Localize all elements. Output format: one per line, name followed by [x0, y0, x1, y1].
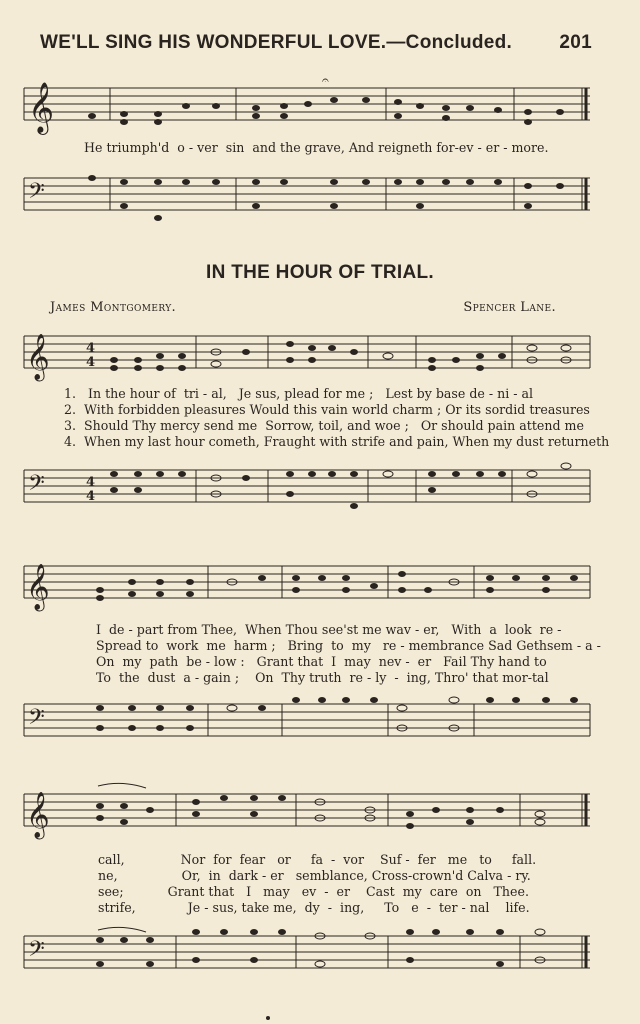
concluded-lyric-line: He triumph'd o - ver sin and the grave, And reigneth for-ev - er - more. [84, 140, 549, 155]
verse-1-line: call, Nor for fear or fa - vor Suf - fer me to fall. [98, 852, 537, 867]
verse-3-line: On my path be - low : Grant that I may nev - er Fail Thy hand to [96, 654, 547, 669]
verse-3-line: see; Grant that I may ev - er Cast my care on Thee. [98, 884, 529, 899]
verse-4-line: 4. When my last hour cometh, Fraught with strife and pain, When my dust returneth [64, 434, 610, 449]
verse-1-line: 1. In the hour of tri - al, Je sus, plead for me ; Lest by base de - ni - al [64, 386, 534, 401]
page-header [40, 32, 592, 60]
continued-hymn-title: WE'LL SING HIS WONDERFUL LOVE.—Concluded. [40, 32, 513, 53]
composer-credit: Spencer Lane. [463, 300, 556, 315]
system3-lyrics [98, 852, 536, 916]
time-signature-top: 4 [86, 341, 96, 356]
verse-4-line: strife, Je - sus, take me, dy - ing, To e - ter - nal life. [98, 900, 530, 915]
time-signature-bottom: 4 [86, 355, 96, 370]
system2-treble-staff [0, 556, 640, 616]
page-mark [266, 1016, 270, 1020]
page-number: 201 [559, 32, 592, 53]
verse-2-line: Spread to work me harm ; Bring to my re - membrance Sad Gethsem - a - [96, 638, 601, 653]
verse-1-line: I de - part from Thee, When Thou see'st me wav - er, With a look re - [96, 622, 562, 637]
system1-lyrics [64, 386, 609, 450]
system3-treble-staff [0, 782, 640, 842]
treble-clef-icon: 𝄞 [26, 792, 50, 838]
svg-text:4: 4 [86, 475, 96, 490]
treble-clef-icon: 𝄞 [26, 334, 50, 380]
verse-4-line: To the dust a - gain ; On Thy truth re - ly - ing, Thro' that mor-tal [96, 670, 549, 685]
system2-lyrics [96, 622, 601, 686]
svg-text:𝄐: 𝄐 [322, 76, 329, 87]
verse-2-line: ne, Or, in dark - er semblance, Cross-crown'd Calva - ry. [98, 868, 531, 883]
system1-treble-staff [0, 326, 640, 382]
author-credit: James Montgomery. [50, 300, 177, 315]
bass-clef-icon: 𝄢 [28, 705, 45, 735]
system1-bass-staff [0, 460, 640, 516]
bass-clef-icon: 𝄢 [28, 937, 45, 967]
hymn-title: IN THE HOUR OF TRIAL. [206, 262, 434, 283]
bass-clef-icon: 𝄢 [28, 471, 45, 501]
treble-clef-icon: 𝄞 [28, 82, 55, 133]
concluded-treble-staff [0, 76, 640, 146]
concluded-bass-staff [0, 168, 640, 232]
system2-bass-staff [0, 694, 640, 750]
verse-2-line: 2. With forbidden pleasures Would this vain world charm ; Or its sordid treasures [64, 402, 590, 417]
bass-clef-icon: 𝄢 [28, 179, 45, 209]
system3-bass-staff [0, 922, 640, 986]
treble-clef-icon: 𝄞 [26, 564, 50, 610]
svg-text:4: 4 [86, 489, 96, 504]
verse-3-line: 3. Should Thy mercy send me Sorrow, toil, and woe ; Or should pain attend me [64, 418, 584, 433]
